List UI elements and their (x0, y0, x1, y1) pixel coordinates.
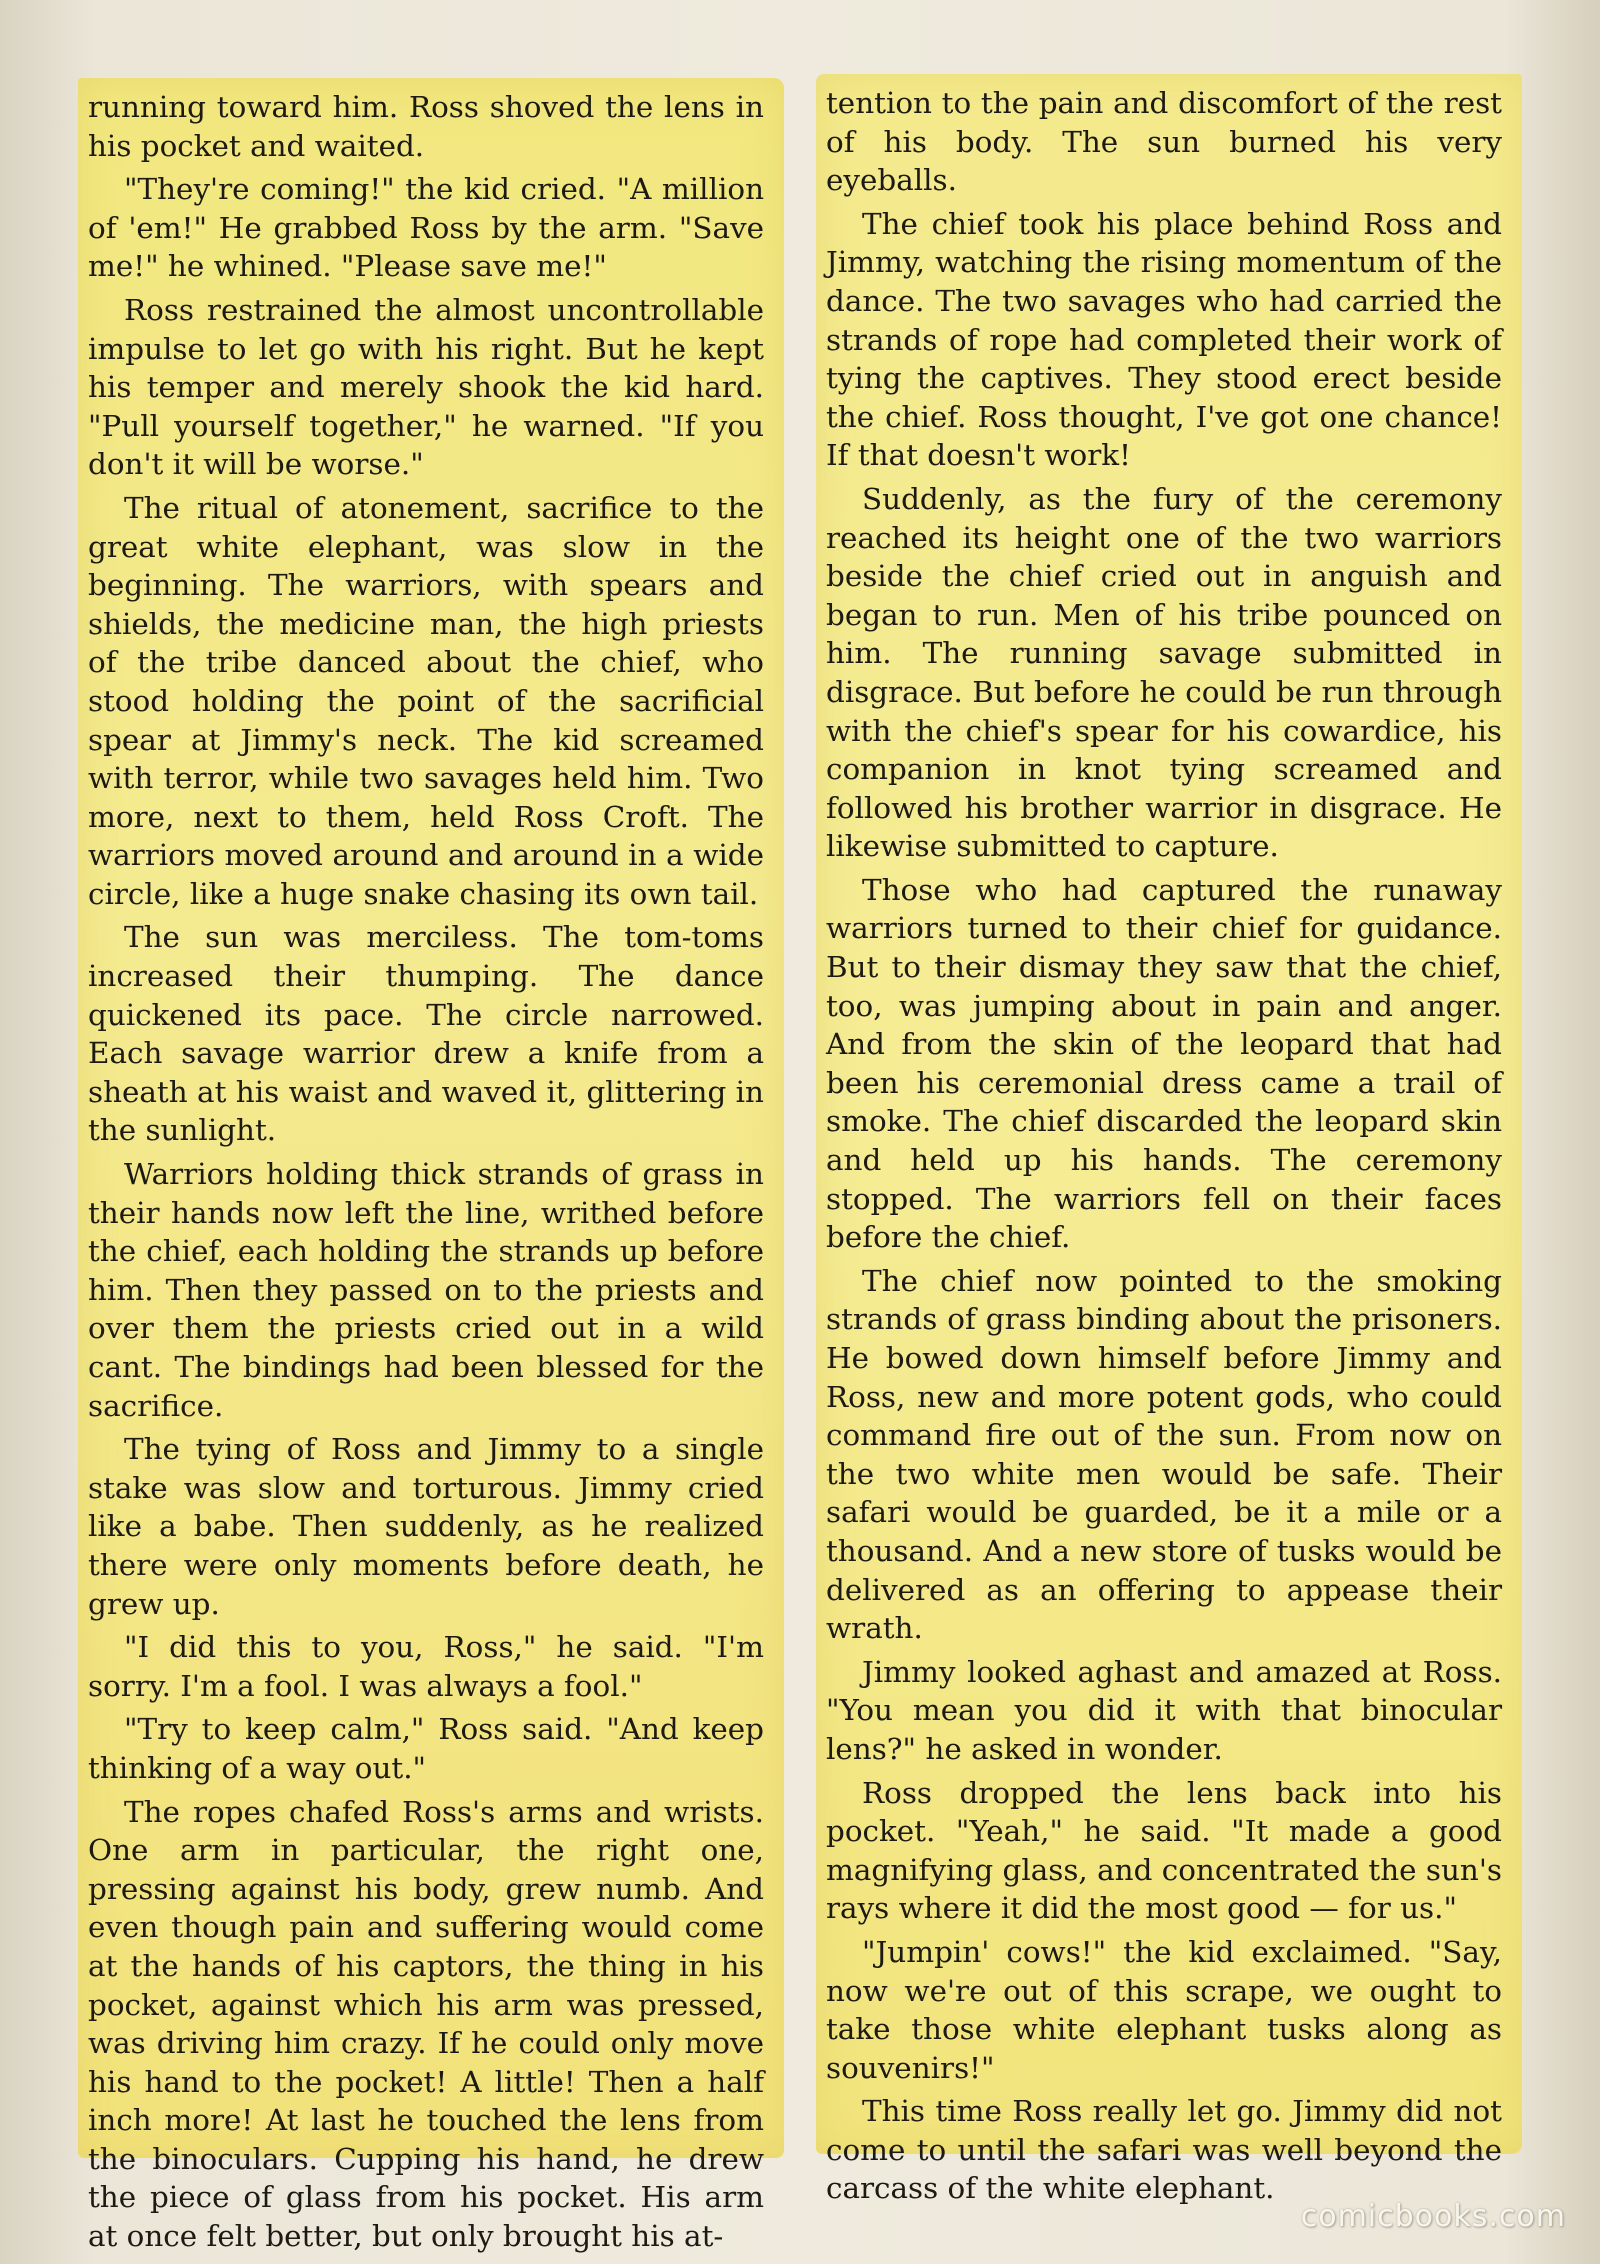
paragraph: Ross dropped the lens back into his pocket. "Yeah," he said. "It made a good magnifying glass, and concentrated the sun's rays where it did the most good — for us." (826, 1775, 1502, 1926)
paragraph: "They're coming!" the kid cried. "A million of 'em!" He grabbed Ross by the arm. "Save me!" he whined. "Please save me!" (88, 172, 764, 284)
paragraph: This time Ross really let go. Jimmy did not come to until the safari was well beyond the carcass of the white elephant. (826, 2094, 1502, 2206)
paragraph: The ritual of atonement, sacrifice to the great white elephant, was slow in the beginning. The warriors, with spears and shields, the medicine man, the high priests of the tribe danced about the chief, who stood holding the point of the sacrificial spear at Jimmy's neck. The kid screamed with terror, while two savages held him. Two more, next to them, held Ross Croft. The warriors moved around and around in a wide circle, like a huge snake chasing its own tail. (88, 490, 764, 911)
right-text-column (826, 84, 1502, 2213)
paragraph: Ross restrained the almost uncontrollable impulse to let go with his right. But he kept his temper and merely shook the kid hard. "Pull yourself together," he warned. "If you don't it will be worse." (88, 292, 764, 482)
paragraph: tention to the pain and discomfort of the rest of his body. The sun burned his very eyeballs. (826, 86, 1502, 198)
paragraph: "Try to keep calm," Ross said. "And keep thinking of a way out." (88, 1712, 764, 1785)
paragraph: "I did this to you, Ross," he said. "I'm sorry. I'm a fool. I was always a fool." (88, 1630, 764, 1703)
paragraph: Warriors holding thick strands of grass in their hands now left the line, writhed before the chief, each holding the strands up before him. Then they passed on to the priests and over them the priests cried out in a wild cant. The bindings had been blessed for the sacrifice. (88, 1157, 764, 1423)
left-text-column (88, 88, 764, 2261)
paragraph: running toward him. Ross shoved the lens in his pocket and waited. (88, 90, 764, 163)
paragraph: Jimmy looked aghast and amazed at Ross. "You mean you did it with that binocular lens?" he asked in wonder. (826, 1654, 1502, 1766)
paragraph: The sun was merciless. The tom-toms increased their thumping. The dance quickened its pace. The circle narrowed. Each savage warrior drew a knife from a sheath at his waist and waved it, glittering in the sunlight. (88, 920, 764, 1148)
paragraph: The chief took his place behind Ross and Jimmy, watching the rising momentum of the dance. The two savages who had carried the strands of rope had completed their work of tying the captives. They stood erect beside the chief. Ross thought, I've got one chance! If that doesn't work! (826, 206, 1502, 473)
paragraph: "Jumpin' cows!" the kid exclaimed. "Say, now we're out of this scrape, we ought to take those white elephant tusks along as souvenirs!" (826, 1934, 1502, 2085)
watermark-text: comicbooks.com (1300, 2199, 1566, 2234)
paragraph: The ropes chafed Ross's arms and wrists. One arm in particular, the right one, pressing against his body, grew numb. And even though pain and suffering would come at the hands of his captors, the thing in his pocket, against which his arm was pressed, was driving him crazy. If he could only move his hand to the pocket! A little! Then a half inch more! At last he touched the lens from the binoculars. Cupping his hand, he drew the piece of glass from his pocket. His arm at once felt better, but only brought his at- (88, 1794, 764, 2254)
paragraph: The tying of Ross and Jimmy to a single stake was slow and torturous. Jimmy cried like a babe. Then suddenly, as he realized there were only moments before death, he grew up. (88, 1432, 764, 1621)
paragraph: Suddenly, as the fury of the ceremony reached its height one of the two warriors beside the chief cried out in anguish and began to run. Men of his tribe pounced on him. The running savage submitted in disgrace. But before he could be run through with the chief's spear for his cowardice, his companion in knot tying screamed and followed his brother warrior in disgrace. He likewise submitted to capture. (826, 481, 1502, 864)
paragraph: The chief now pointed to the smoking strands of grass binding about the prisoners. He bowed down himself before Jimmy and Ross, new and more potent gods, who could command fire out of the sun. From now on the two white men would be safe. Their safari would be guarded, be it a mile or a thousand. And a new store of tusks would be delivered as an offering to appease their wrath. (826, 1263, 1502, 1646)
paragraph: Those who had captured the runaway warriors turned to their chief for guidance. But to their dismay they saw that the chief, too, was jumping about in pain and anger. And from the skin of the leopard that had been his ceremonial dress came a trail of smoke. The chief discarded the leopard skin and held up his hands. The ceremony stopped. The warriors fell on their faces before the chief. (826, 872, 1502, 1255)
